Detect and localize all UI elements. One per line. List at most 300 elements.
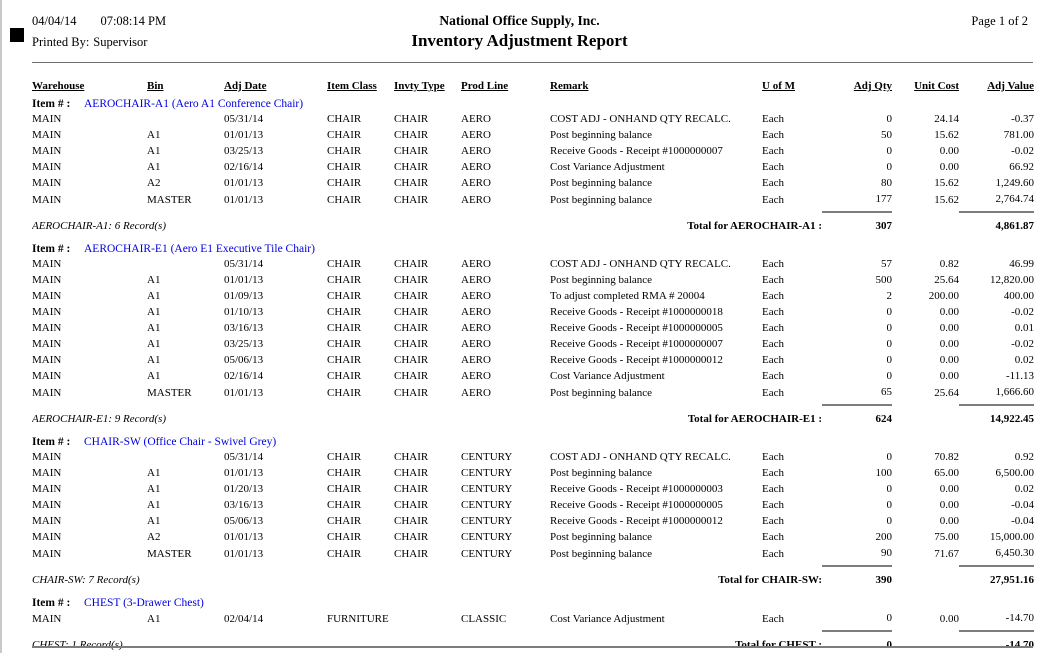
cell-adj-qty: 0 — [886, 306, 892, 318]
cell-u-of-m: Each — [762, 129, 784, 141]
cell-adj-date: 05/06/13 — [224, 354, 264, 366]
item-header-row — [32, 93, 1034, 111]
cell-warehouse: MAIN — [32, 451, 62, 463]
cell-u-of-m: Each — [762, 499, 784, 511]
cell-u-of-m: Each — [762, 548, 784, 560]
cell-unit-cost: 0.00 — [939, 499, 959, 511]
cell-invty-type: CHAIR — [394, 483, 429, 495]
table-row — [32, 127, 1034, 143]
cell-remark: Post beginning balance — [550, 274, 653, 286]
total-value: 4,861.87 — [959, 212, 1034, 238]
cell-warehouse: MAIN — [32, 483, 62, 495]
cell-remark: Cost Variance Adjustment — [550, 613, 665, 625]
cell-adj-date: 03/25/13 — [224, 145, 264, 157]
cell-u-of-m: Each — [762, 515, 784, 527]
cell-warehouse: MAIN — [32, 129, 62, 141]
cell-warehouse: MAIN — [32, 274, 62, 286]
cell-remark: COST ADJ - ONHAND QTY RECALC. — [550, 258, 731, 270]
cell-item-class: CHAIR — [327, 467, 362, 479]
cell-warehouse: MAIN — [32, 306, 62, 318]
cell-prod-line: CENTURY — [461, 548, 513, 560]
table-row — [32, 256, 1034, 272]
cell-prod-line: CENTURY — [461, 515, 513, 527]
cell-unit-cost: 70.82 — [934, 451, 959, 463]
cell-prod-line: AERO — [461, 306, 491, 318]
cell-invty-type — [394, 610, 461, 631]
cell-adj-qty: 500 — [875, 274, 892, 286]
cell-u-of-m: Each — [762, 194, 784, 206]
table-row — [32, 384, 1034, 405]
cell-remark: Receive Goods - Receipt #1000000007 — [550, 145, 723, 157]
total-qty: 0 — [822, 631, 892, 657]
cell-prod-line: AERO — [461, 274, 491, 286]
cell-adj-qty: 0 — [886, 338, 892, 350]
cell-warehouse: MAIN — [32, 548, 62, 560]
cell-adj-qty: 0 — [886, 322, 892, 334]
cell-item-class: CHAIR — [327, 161, 362, 173]
cell-u-of-m: Each — [762, 322, 784, 334]
cell-item-class: FURNITURE — [327, 613, 389, 625]
cell-unit-cost: 25.64 — [934, 387, 959, 399]
cell-adj-value: 781.00 — [1003, 129, 1034, 141]
item-number-label: Item # : — [32, 243, 71, 255]
table-row — [32, 610, 1034, 631]
cell-item-class: CHAIR — [327, 370, 362, 382]
cell-prod-line: AERO — [461, 354, 491, 366]
cell-adj-value: 0.92 — [1014, 451, 1034, 463]
column-header-adj-qty: Adj Qty — [853, 80, 892, 92]
cell-warehouse: MAIN — [32, 161, 62, 173]
cell-adj-qty: 0 — [886, 161, 892, 173]
cell-remark: Receive Goods - Receipt #1000000012 — [550, 354, 723, 366]
cell-prod-line: AERO — [461, 129, 491, 141]
cell-prod-line: CENTURY — [461, 499, 513, 511]
cell-prod-line: AERO — [461, 322, 491, 334]
cell-adj-value: 6,500.00 — [995, 467, 1034, 479]
cell-remark: Receive Goods - Receipt #1000000012 — [550, 515, 723, 527]
cell-unit-cost: 0.00 — [939, 370, 959, 382]
column-header-u-of-m: U of M — [762, 80, 795, 92]
cell-invty-type: CHAIR — [394, 548, 429, 560]
cell-adj-value: -0.02 — [1011, 145, 1034, 157]
cell-adj-date: 03/16/13 — [224, 322, 264, 334]
cell-adj-qty: 65 — [881, 386, 892, 398]
cell-adj-value: 0.01 — [1014, 322, 1034, 334]
cell-item-class: CHAIR — [327, 451, 362, 463]
cell-prod-line: CENTURY — [461, 467, 513, 479]
cell-item-class: CHAIR — [327, 499, 362, 511]
cell-remark: Receive Goods - Receipt #1000000005 — [550, 499, 723, 511]
column-header-adj-value: Adj Value — [987, 80, 1034, 92]
cell-u-of-m: Each — [762, 370, 784, 382]
table-row — [32, 175, 1034, 191]
cell-bin: A1 — [147, 322, 161, 334]
cell-unit-cost: 0.00 — [939, 145, 959, 157]
table-row — [32, 159, 1034, 175]
cell-unit-cost: 75.00 — [934, 531, 959, 543]
table-row — [32, 449, 1034, 465]
cell-remark: Post beginning balance — [550, 548, 653, 560]
table-row — [32, 481, 1034, 497]
cell-item-class: CHAIR — [327, 290, 362, 302]
cell-adj-value: 1,249.60 — [995, 177, 1034, 189]
cell-adj-value: -14.70 — [1005, 612, 1034, 624]
cell-u-of-m: Each — [762, 306, 784, 318]
cell-prod-line: AERO — [461, 177, 491, 189]
cell-adj-qty: 0 — [886, 113, 892, 125]
cell-adj-date: 01/01/13 — [224, 177, 264, 189]
section-total-row — [32, 566, 1034, 592]
table-row — [32, 320, 1034, 336]
cell-adj-date: 05/31/14 — [224, 258, 264, 270]
cell-bin: A1 — [147, 370, 161, 382]
cell-adj-date: 02/04/14 — [224, 613, 264, 625]
cell-unit-cost: 0.82 — [939, 258, 959, 270]
cell-u-of-m: Each — [762, 258, 784, 270]
cell-unit-cost: 15.62 — [934, 194, 959, 206]
cell-unit-cost: 0.00 — [939, 322, 959, 334]
cell-warehouse: MAIN — [32, 194, 62, 206]
total-qty: 624 — [822, 405, 892, 431]
cell-adj-value: -11.13 — [1005, 370, 1034, 382]
total-label: Total for CHEST : — [735, 639, 822, 651]
cell-invty-type: CHAIR — [394, 354, 429, 366]
cell-adj-value: 46.99 — [1009, 258, 1034, 270]
cell-bin: A1 — [147, 338, 161, 350]
cell-u-of-m: Each — [762, 387, 784, 399]
cell-bin: MASTER — [147, 548, 192, 560]
cell-warehouse: MAIN — [32, 467, 62, 479]
cell-adj-qty: 0 — [886, 612, 892, 624]
cell-invty-type: CHAIR — [394, 194, 429, 206]
cell-adj-date: 02/16/14 — [224, 370, 264, 382]
page-bottom-rule — [32, 646, 1033, 648]
cell-invty-type: CHAIR — [394, 322, 429, 334]
cell-u-of-m: Each — [762, 613, 784, 625]
cell-item-class: CHAIR — [327, 306, 362, 318]
item-number-label: Item # : — [32, 98, 71, 110]
company-name: National Office Supply, Inc. — [439, 13, 600, 28]
cell-u-of-m: Each — [762, 113, 784, 125]
cell-adj-qty: 50 — [881, 129, 892, 141]
cell-adj-qty: 0 — [886, 370, 892, 382]
cell-item-class: CHAIR — [327, 322, 362, 334]
cell-prod-line: CENTURY — [461, 451, 513, 463]
cell-invty-type: CHAIR — [394, 290, 429, 302]
cell-item-class: CHAIR — [327, 531, 362, 543]
cell-remark: Post beginning balance — [550, 467, 653, 479]
cell-bin: A1 — [147, 290, 161, 302]
cell-unit-cost: 15.62 — [934, 177, 959, 189]
cell-adj-value: 0.02 — [1014, 483, 1034, 495]
section-total-row — [32, 212, 1034, 238]
cell-unit-cost: 0.00 — [939, 483, 959, 495]
cell-remark: Cost Variance Adjustment — [550, 370, 665, 382]
total-value: 27,951.16 — [959, 566, 1034, 592]
cell-bin: A1 — [147, 354, 161, 366]
cell-unit-cost: 0.00 — [939, 515, 959, 527]
total-value: 14,922.45 — [959, 405, 1034, 431]
total-value: -14.70 — [959, 631, 1034, 657]
cell-bin: A1 — [147, 306, 161, 318]
cell-bin: A1 — [147, 145, 161, 157]
cell-prod-line: AERO — [461, 145, 491, 157]
total-unit-cost-spacer — [892, 405, 959, 431]
cell-u-of-m: Each — [762, 354, 784, 366]
cell-adj-value: -0.02 — [1011, 306, 1034, 318]
cell-item-class: CHAIR — [327, 483, 362, 495]
total-unit-cost-spacer — [892, 566, 959, 592]
cell-adj-qty: 90 — [881, 547, 892, 559]
section-total-row — [32, 405, 1034, 431]
cell-bin: A1 — [147, 129, 161, 141]
cell-bin: A2 — [147, 177, 161, 189]
cell-unit-cost: 0.00 — [939, 613, 959, 625]
item-cell — [32, 592, 1034, 610]
report-title: Inventory Adjustment Report — [411, 31, 628, 50]
cell-warehouse: MAIN — [32, 290, 62, 302]
cell-bin — [147, 449, 224, 465]
item-header-row — [32, 431, 1034, 449]
table-row — [32, 191, 1034, 212]
cell-adj-date: 01/01/13 — [224, 548, 264, 560]
cell-unit-cost: 0.00 — [939, 306, 959, 318]
cell-remark: COST ADJ - ONHAND QTY RECALC. — [550, 113, 731, 125]
cell-prod-line: CLASSIC — [461, 613, 507, 625]
item-link[interactable]: AEROCHAIR-E1 (Aero E1 Executive Tile Chair) — [84, 243, 315, 255]
cell-remark: Receive Goods - Receipt #1000000007 — [550, 338, 723, 350]
table-row — [32, 143, 1034, 159]
cell-prod-line: AERO — [461, 161, 491, 173]
cell-u-of-m: Each — [762, 274, 784, 286]
cell-warehouse: MAIN — [32, 515, 62, 527]
cell-u-of-m: Each — [762, 451, 784, 463]
cell-adj-qty: 2 — [886, 290, 892, 302]
cell-adj-date: 01/09/13 — [224, 290, 264, 302]
cell-adj-qty: 0 — [886, 145, 892, 157]
cell-adj-value: -0.04 — [1011, 515, 1034, 527]
cell-invty-type: CHAIR — [394, 129, 429, 141]
print-date: 04/04/14 — [32, 14, 77, 28]
cell-adj-date: 03/25/13 — [224, 338, 264, 350]
cell-adj-qty: 57 — [881, 258, 892, 270]
cell-adj-qty: 0 — [886, 483, 892, 495]
cell-adj-qty: 0 — [886, 515, 892, 527]
cell-adj-date: 03/16/13 — [224, 499, 264, 511]
cell-remark: Post beginning balance — [550, 387, 653, 399]
cell-bin: A2 — [147, 531, 161, 543]
cell-adj-date: 05/31/14 — [224, 113, 264, 125]
cell-bin — [147, 256, 224, 272]
cell-adj-value: 66.92 — [1009, 161, 1034, 173]
cell-unit-cost: 25.64 — [934, 274, 959, 286]
printed-by-label: Printed By: — [32, 35, 90, 49]
cell-adj-qty: 80 — [881, 177, 892, 189]
record-count: CHAIR-SW: 7 Record(s) — [32, 574, 140, 586]
cell-adj-qty: 0 — [886, 499, 892, 511]
cell-adj-date: 01/20/13 — [224, 483, 264, 495]
cell-adj-date: 01/01/13 — [224, 531, 264, 543]
cell-invty-type: CHAIR — [394, 113, 429, 125]
cell-warehouse: MAIN — [32, 531, 62, 543]
cell-unit-cost: 0.00 — [939, 161, 959, 173]
cell-u-of-m: Each — [762, 145, 784, 157]
cell-adj-date: 01/01/13 — [224, 387, 264, 399]
cell-adj-qty: 100 — [875, 467, 892, 479]
column-header-adj-date: Adj Date — [224, 80, 267, 92]
cell-remark: To adjust completed RMA # 20004 — [550, 290, 705, 302]
page-indicator: Page 1 of 2 — [971, 14, 1028, 28]
column-header-bin: Bin — [147, 80, 164, 92]
cell-prod-line: AERO — [461, 370, 491, 382]
cell-adj-value: 15,000.00 — [990, 531, 1034, 543]
cell-invty-type: CHAIR — [394, 370, 429, 382]
cell-adj-date: 01/01/13 — [224, 274, 264, 286]
table-row — [32, 272, 1034, 288]
cell-bin: A1 — [147, 515, 161, 527]
item-link[interactable]: CHAIR-SW (Office Chair - Swivel Grey) — [84, 436, 277, 448]
cell-adj-date: 01/01/13 — [224, 467, 264, 479]
cell-adj-date: 01/01/13 — [224, 129, 264, 141]
record-count: AEROCHAIR-E1: 9 Record(s) — [32, 413, 166, 425]
record-count: CHEST: 1 Record(s) — [32, 639, 123, 651]
cell-invty-type: CHAIR — [394, 161, 429, 173]
cell-warehouse: MAIN — [32, 145, 62, 157]
cell-adj-value: -0.37 — [1011, 113, 1034, 125]
cell-prod-line: AERO — [461, 290, 491, 302]
cell-remark: Post beginning balance — [550, 531, 653, 543]
cell-u-of-m: Each — [762, 290, 784, 302]
cell-warehouse: MAIN — [32, 387, 62, 399]
cell-prod-line: AERO — [461, 258, 491, 270]
cell-u-of-m: Each — [762, 177, 784, 189]
cell-item-class: CHAIR — [327, 387, 362, 399]
table-row — [32, 497, 1034, 513]
cell-item-class: CHAIR — [327, 177, 362, 189]
column-header-item-class: Item Class — [327, 80, 377, 92]
cell-remark: Post beginning balance — [550, 129, 653, 141]
header-divider — [32, 62, 1033, 63]
table-row — [32, 336, 1034, 352]
cell-adj-value: 2,764.74 — [995, 193, 1034, 205]
total-qty: 307 — [822, 212, 892, 238]
column-header-unit-cost: Unit Cost — [914, 80, 959, 92]
table-row — [32, 352, 1034, 368]
table-row — [32, 304, 1034, 320]
total-label: Total for CHAIR-SW: — [718, 574, 822, 586]
cell-adj-value: 1,666.60 — [995, 386, 1034, 398]
cell-bin: A1 — [147, 499, 161, 511]
cell-adj-date: 02/16/14 — [224, 161, 264, 173]
cell-item-class: CHAIR — [327, 129, 362, 141]
cell-adj-value: 12,820.00 — [990, 274, 1034, 286]
table-row — [32, 545, 1034, 566]
item-number-label: Item # : — [32, 436, 71, 448]
cell-item-class: CHAIR — [327, 194, 362, 206]
cell-adj-qty: 0 — [886, 354, 892, 366]
item-cell — [32, 238, 1034, 256]
item-link[interactable]: AEROCHAIR-A1 (Aero A1 Conference Chair) — [84, 98, 304, 110]
cell-invty-type: CHAIR — [394, 145, 429, 157]
cell-adj-qty: 0 — [886, 451, 892, 463]
cell-warehouse: MAIN — [32, 499, 62, 511]
cell-warehouse: MAIN — [32, 354, 62, 366]
cell-invty-type: CHAIR — [394, 451, 429, 463]
cell-remark: Receive Goods - Receipt #1000000003 — [550, 483, 723, 495]
cell-bin: A1 — [147, 613, 161, 625]
table-row — [32, 288, 1034, 304]
column-header-remark: Remark — [550, 80, 589, 92]
cell-remark: Receive Goods - Receipt #1000000018 — [550, 306, 723, 318]
item-header-row — [32, 592, 1034, 610]
cell-warehouse: MAIN — [32, 113, 62, 125]
cell-remark: Post beginning balance — [550, 194, 653, 206]
item-header-row — [32, 238, 1034, 256]
cell-bin: A1 — [147, 274, 161, 286]
cell-unit-cost: 0.00 — [939, 354, 959, 366]
total-label: Total for AEROCHAIR-E1 : — [687, 413, 822, 425]
cell-u-of-m: Each — [762, 338, 784, 350]
cell-item-class: CHAIR — [327, 145, 362, 157]
cell-remark: COST ADJ - ONHAND QTY RECALC. — [550, 451, 731, 463]
cell-bin: A1 — [147, 483, 161, 495]
print-time: 07:08:14 PM — [100, 14, 167, 28]
cell-u-of-m: Each — [762, 467, 784, 479]
cell-invty-type: CHAIR — [394, 387, 429, 399]
item-link[interactable]: CHEST (3-Drawer Chest) — [84, 597, 204, 609]
total-label: Total for AEROCHAIR-A1 : — [687, 220, 822, 232]
cell-prod-line: CENTURY — [461, 531, 513, 543]
cell-invty-type: CHAIR — [394, 177, 429, 189]
table-row — [32, 465, 1034, 481]
cell-warehouse: MAIN — [32, 613, 62, 625]
column-header-prod-line: Prod Line — [461, 80, 509, 92]
cell-u-of-m: Each — [762, 483, 784, 495]
record-count: AEROCHAIR-A1: 6 Record(s) — [32, 220, 166, 232]
column-header-warehouse: Warehouse — [32, 80, 85, 92]
cell-remark: Post beginning balance — [550, 177, 653, 189]
cell-prod-line: AERO — [461, 194, 491, 206]
cell-unit-cost: 15.62 — [934, 129, 959, 141]
cell-invty-type: CHAIR — [394, 258, 429, 270]
cell-adj-value: 400.00 — [1003, 290, 1034, 302]
cell-unit-cost: 200.00 — [928, 290, 959, 302]
cell-invty-type: CHAIR — [394, 499, 429, 511]
cell-prod-line: AERO — [461, 113, 491, 125]
table-row — [32, 368, 1034, 384]
cell-adj-date: 01/10/13 — [224, 306, 264, 318]
item-cell — [32, 93, 1034, 111]
cell-warehouse: MAIN — [32, 338, 62, 350]
cell-invty-type: CHAIR — [394, 515, 429, 527]
cell-bin: MASTER — [147, 387, 192, 399]
cell-item-class: CHAIR — [327, 338, 362, 350]
cell-warehouse: MAIN — [32, 322, 62, 334]
cell-item-class: CHAIR — [327, 113, 362, 125]
cell-invty-type: CHAIR — [394, 338, 429, 350]
cell-adj-qty: 177 — [875, 193, 892, 205]
cell-item-class: CHAIR — [327, 258, 362, 270]
cell-warehouse: MAIN — [32, 177, 62, 189]
cell-item-class: CHAIR — [327, 515, 362, 527]
cell-warehouse: MAIN — [32, 258, 62, 270]
cell-item-class: CHAIR — [327, 274, 362, 286]
cell-bin: A1 — [147, 161, 161, 173]
table-row — [32, 513, 1034, 529]
cell-adj-value: -0.02 — [1011, 338, 1034, 350]
total-qty: 390 — [822, 566, 892, 592]
item-cell — [32, 431, 1034, 449]
